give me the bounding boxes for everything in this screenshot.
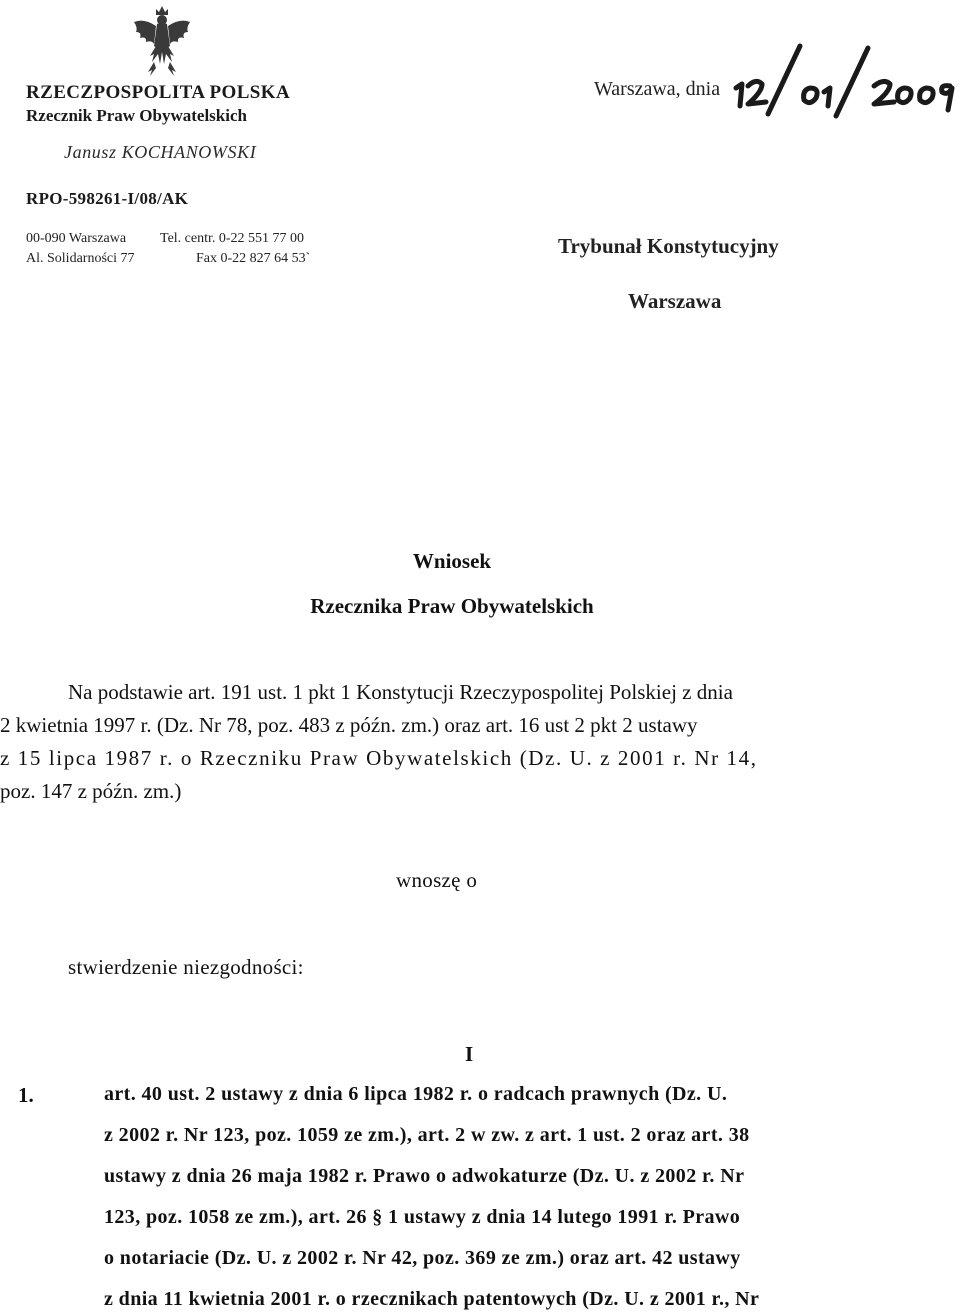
reference-number: RPO-598261-I/08/AK bbox=[26, 189, 189, 208]
item-line-3: ustawy z dnia 26 maja 1982 r. Prawo o adwokaturze (Dz. U. z 2002 r. Nr bbox=[104, 1165, 745, 1187]
letterhead-office: Rzecznik Praw Obywatelskich bbox=[26, 106, 247, 125]
letterhead-official-name: Janusz KOCHANOWSKI bbox=[64, 142, 257, 162]
document-subtitle: Rzecznika Praw Obywatelskich bbox=[310, 594, 594, 618]
item-number: 1. bbox=[18, 1083, 34, 1107]
date-label: Warszawa, dnia bbox=[594, 78, 721, 100]
phone-number: Tel. centr. 0-22 551 77 00 bbox=[160, 231, 305, 246]
recipient-city: Warszawa bbox=[628, 289, 722, 313]
item-line-5: o notariacie (Dz. U. z 2002 r. Nr 42, poz. 369 ze zm.) oraz art. 42 ustawy bbox=[104, 1247, 741, 1269]
address-street: Al. Solidarności 77 bbox=[26, 251, 135, 266]
fax-number: Fax 0-22 827 64 53` bbox=[196, 251, 311, 266]
handwritten-date bbox=[728, 40, 960, 130]
item-line-6: z dnia 11 kwietnia 2001 r. o rzecznikach patentowych (Dz. U. z 2001 r., Nr bbox=[104, 1288, 760, 1310]
preamble-line-4: poz. 147 z późn. zm.) bbox=[0, 779, 182, 803]
letterhead-country: RZECZPOSPOLITA POLSKA bbox=[26, 82, 291, 103]
document-title: Wniosek bbox=[412, 549, 492, 573]
preamble-line-3: z 15 lipca 1987 r. o Rzeczniku Praw Obywatelskich (Dz. U. z 2001 r. Nr 14, bbox=[0, 746, 758, 770]
coat-of-arms-eagle-icon bbox=[130, 6, 194, 76]
section-numeral: I bbox=[465, 1042, 474, 1066]
address-postal: 00-090 Warszawa bbox=[26, 231, 127, 246]
request-subject: stwierdzenie niezgodności: bbox=[68, 955, 304, 979]
item-line-2: z 2002 r. Nr 123, poz. 1059 ze zm.), art. 2 w zw. z art. 1 ust. 2 oraz art. 38 bbox=[104, 1124, 750, 1146]
item-line-4: 123, poz. 1058 ze zm.), art. 26 § 1 ustawy z dnia 14 lutego 1991 r. Prawo bbox=[104, 1206, 741, 1228]
recipient-name: Trybunał Konstytucyjny bbox=[558, 234, 779, 258]
request-intro: wnoszę o bbox=[396, 868, 478, 892]
preamble-line-1: Na podstawie art. 191 ust. 1 pkt 1 Konstytucji Rzeczypospolitej Polskiej z dnia bbox=[68, 680, 733, 704]
item-line-1: art. 40 ust. 2 ustawy z dnia 6 lipca 1982 r. o radcach prawnych (Dz. U. bbox=[104, 1083, 728, 1105]
preamble-line-2: 2 kwietnia 1997 r. (Dz. Nr 78, poz. 483 z późn. zm.) oraz art. 16 ust 2 pkt 2 ustawy bbox=[0, 713, 698, 737]
